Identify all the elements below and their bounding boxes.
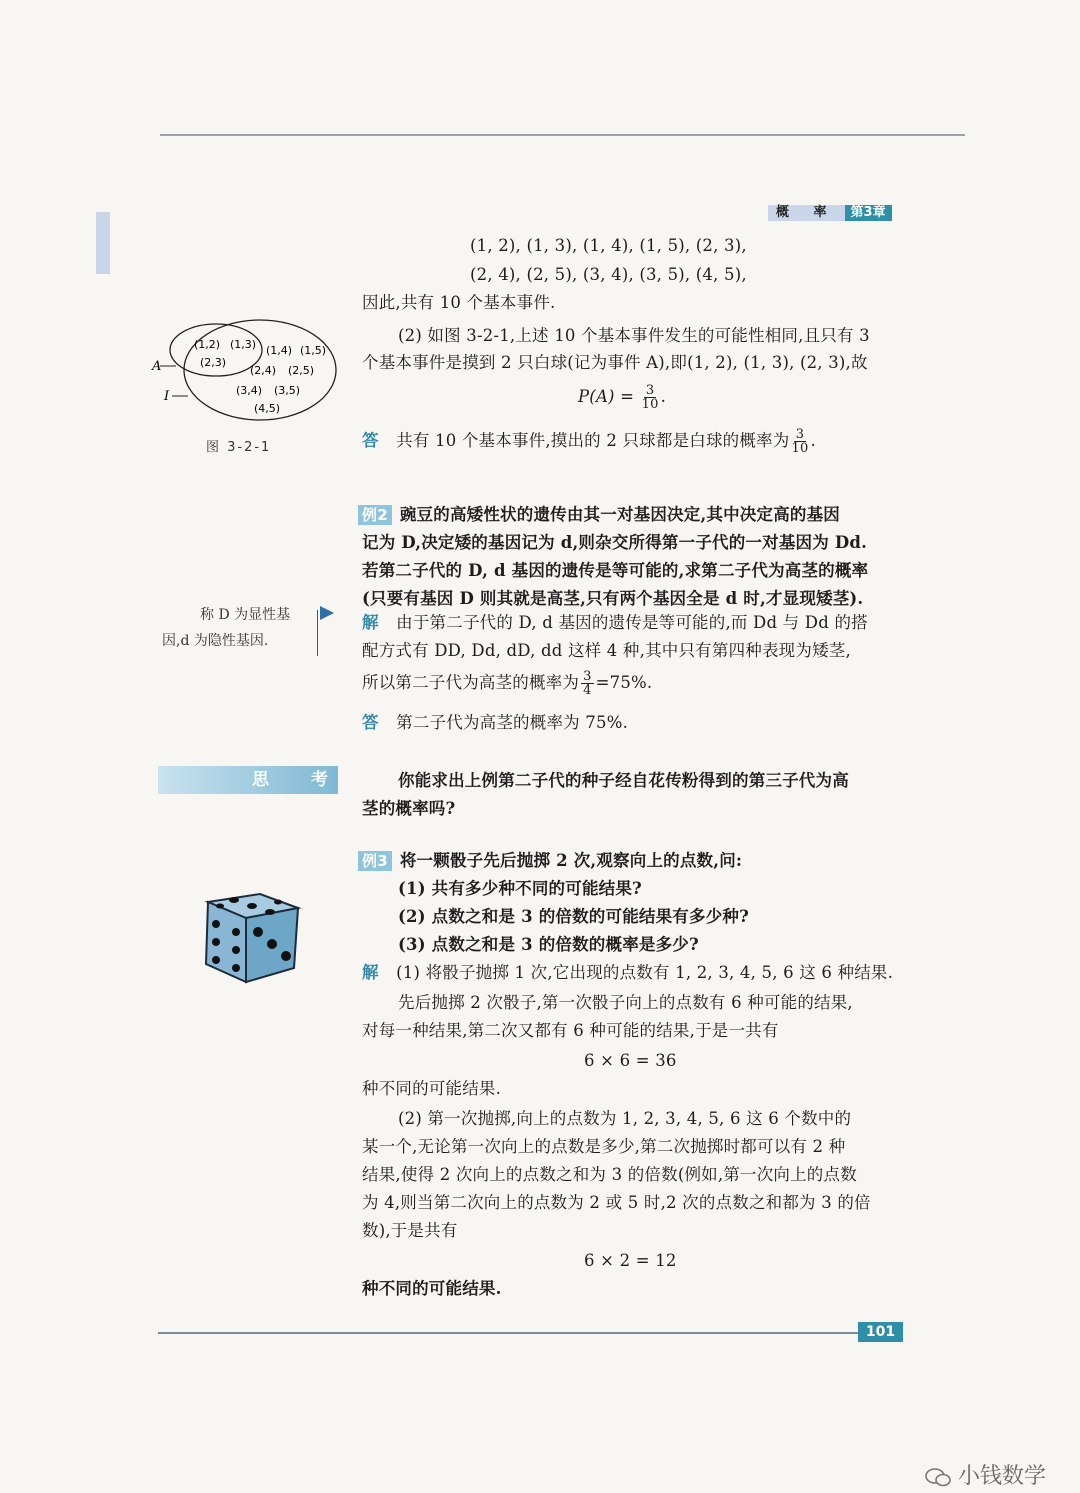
fraction-denominator: 4 [583,683,592,698]
think-text-line: 你能求出上例第二子代的种子经自花传粉得到的第三子代为高 [398,771,849,790]
chapter-label: 第3章 [845,205,892,221]
page-number: 101 [858,1322,903,1342]
text-line: 个基本事件是摸到 2 只白球(记为事件 A),即(1, 2), (1, 3), (2, 3),故 [362,353,868,372]
flag-icon [318,604,338,622]
text-line: 种不同的可能结果. [362,1079,502,1098]
top-rule [160,134,965,136]
example-3-tag: 例3 [358,851,392,871]
solution-3-line [362,962,893,984]
page-edge-strip [96,212,110,274]
text-line: 数),于是共有 [362,1221,458,1240]
text-segment: =75%. [595,673,653,692]
text-line: 因此,共有 10 个基本事件. [362,293,556,312]
fraction [581,670,593,697]
watermark [924,1459,1046,1490]
chat-icon [924,1466,952,1488]
venn-pair: (2,3) [200,356,227,369]
venn-pair: (2,4) [250,364,277,377]
watermark-text: 小钱数学 [958,1464,1047,1489]
text-line-with-fraction [362,670,652,697]
figure-caption: 图 3-2-1 [206,440,272,455]
venn-pair: (1,3) [230,338,257,351]
venn-label-a: A [152,359,162,374]
solution-2-line [362,612,868,634]
example-3-line [358,850,742,872]
text-line: 种不同的可能结果. [362,1279,502,1298]
chapter-header [768,205,892,221]
text-line: 若第二子代的 D, d 基因的遗传是等可能的,求第二子代为高茎的概率 [362,561,869,580]
venn-label-i: I [164,389,170,404]
think-title: 思 考 [252,770,346,790]
text-line: 某一个,无论第一次向上的点数是多少,第二次抛掷时都可以有 2 种 [362,1137,846,1156]
venn-pair: (2,5) [288,364,315,377]
answer-text: 共有 10 个基本事件,摸出的 2 只球都是白球的概率为 [396,431,790,450]
example-2-line [358,504,840,526]
venn-pair: (3,5) [274,384,301,397]
bottom-rule [158,1332,858,1334]
text-line: (1) 共有多少种不同的可能结果? [398,879,642,898]
think-text-line: 茎的概率吗? [362,799,456,818]
venn-pair: (1,5) [300,344,327,357]
text-segment: 所以第二子代为高茎的概率为 [362,673,580,692]
solution-text: (1) 将骰子抛掷 1 次,它出现的点数有 1, 2, 3, 4, 5, 6 这 6 种结果. [396,963,894,982]
fraction-denominator: 10 [641,397,659,412]
text-line: 先后抛掷 2 次骰子,第一次骰子向上的点数有 6 种可能的结果, [398,993,853,1012]
text-line: (2) 如图 3-2-1,上述 10 个基本事件发生的可能性相同,且只有 3 [398,326,870,345]
section-title: 概 率 [768,205,845,221]
margin-note-line1: 称 D 为显性基 [200,607,291,623]
venn-pair: (1,4) [266,344,293,357]
answer-label: 答 [362,431,379,450]
venn-pair: (3,4) [236,384,263,397]
answer-text: 第二子代为高茎的概率为 75%. [396,713,629,732]
fraction [791,428,808,455]
text-line: 记为 D,决定矮的基因记为 d,则杂交所得第一子代的一对基因为 Dd. [362,533,868,552]
fraction-numerator: 3 [795,427,805,442]
text-line: (只要有基因 D 则其就是高茎,只有两个基因全是 d 时,才显现矮茎). [362,589,864,608]
text-line: (2, 4), (2, 5), (3, 4), (3, 5), (4, 5), [470,265,747,284]
text-line: 对每一种结果,第二次又都有 6 种可能的结果,于是一共有 [362,1021,779,1040]
venn-pair: (1,2) [194,338,221,351]
example-3-text: 将一颗骰子先后抛掷 2 次,观察向上的点数,问: [399,851,743,870]
text-line: (1, 2), (1, 3), (1, 4), (1, 5), (2, 3), [470,236,747,255]
formula-lhs: P(A) = [578,387,635,406]
formula-pa: P(A) = $\frac{3}{10}$ . [578,383,667,412]
solution-label: 解 [362,963,379,982]
equation: 6 × 6 = 36 [584,1051,677,1070]
example-2-text: 豌豆的高矮性状的遗传由其一对基因决定,其中决定高的基因 [399,505,840,524]
equation: 6 × 2 = 12 [584,1251,677,1270]
solution-text: 由于第二子代的 D, d 基因的遗传是等可能的,而 Dd 与 Dd 的搭 [396,613,868,632]
example-2-tag: 例2 [358,505,392,525]
text-line: (2) 第一次抛掷,向上的点数为 1, 2, 3, 4, 5, 6 这 6 个数中的 [398,1109,852,1128]
fraction-numerator: 3 [583,669,592,684]
answer-2-line [362,712,628,734]
venn-diagram [150,310,350,430]
fraction-numerator: 3 [645,383,655,398]
fraction-denominator: 10 [791,441,809,456]
solution-label: 解 [362,613,379,632]
fraction [642,384,659,411]
answer-label: 答 [362,713,379,732]
margin-note-line2: 因,d 为隐性基因. [162,633,269,649]
text-line: 配方式有 DD, Dd, dD, dd 这样 4 种,其中只有第四种表现为矮茎, [362,641,851,660]
answer-line: 答 共有 10 个基本事件,摸出的 2 只球都是白球的概率为 $\frac{3}{10}$ . [362,427,816,456]
text-line: (2) 点数之和是 3 的倍数的可能结果有多少种? [398,907,749,926]
text-line: 结果,使得 2 次向上的点数之和为 3 的倍数(例如,第一次向上的点数 [362,1165,857,1184]
venn-pair: (4,5) [254,402,281,415]
margin-note-rule [317,610,318,656]
text-line: (3) 点数之和是 3 的倍数的概率是多少? [398,935,699,954]
dice-icon [190,890,310,990]
text-line: 为 4,则当第二次向上的点数为 2 或 5 时,2 次的点数之和都为 3 的倍 [362,1193,871,1212]
